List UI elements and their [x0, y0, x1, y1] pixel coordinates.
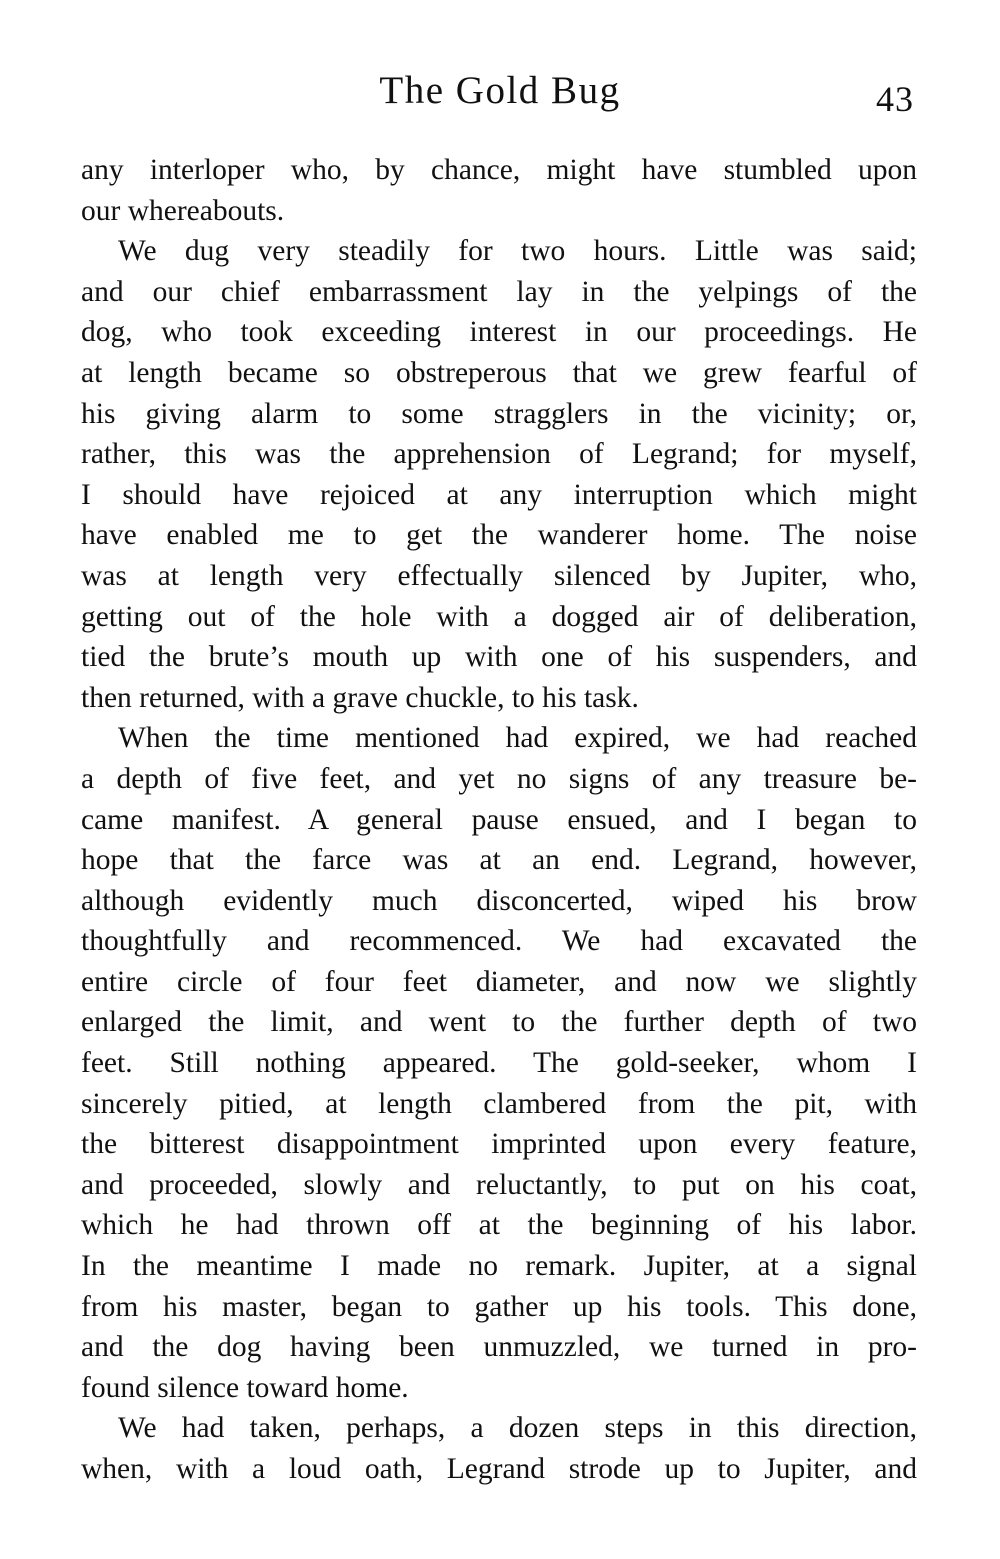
- text-line: a depth of five feet, and yet no signs of any treasure be-: [81, 762, 917, 795]
- running-head: [0, 64, 1000, 124]
- text-line: have enabled me to get the wanderer home. The noise: [81, 519, 917, 552]
- text-line: When the time mentioned had expired, we had reached: [118, 722, 917, 755]
- text-line: when, with a loud oath, Legrand strode up to Jupiter, and: [81, 1453, 917, 1485]
- text-line: sincerely pitied, at length clambered from the pit, with: [81, 1087, 917, 1120]
- text-line: our whereabouts.: [81, 194, 285, 227]
- text-line: getting out of the hole with a dogged air of deliberation,: [81, 600, 917, 633]
- text-line: tied the brute’s mouth up with one of his suspenders, and: [81, 641, 917, 674]
- text-line: thoughtfully and recommenced. We had excavated the: [81, 925, 917, 958]
- text-line: entire circle of four feet diameter, and now we slightly: [81, 965, 917, 998]
- running-title: The Gold Bug: [379, 69, 621, 112]
- text-line: the bitterest disappointment imprinted upon every feature,: [81, 1128, 917, 1161]
- text-line: although evidently much disconcerted, wiped his brow: [81, 884, 917, 917]
- body-text: [81, 150, 917, 1490]
- text-line: enlarged the limit, and went to the further depth of two: [81, 1006, 917, 1039]
- text-line: at length became so obstreperous that we grew fearful of: [81, 356, 917, 389]
- text-line: found silence toward home.: [81, 1371, 409, 1404]
- text-line: his giving alarm to some stragglers in the vicinity; or,: [81, 397, 917, 430]
- paragraph: [81, 150, 917, 231]
- text-line: and proceeded, slowly and reluctantly, to put on his coat,: [81, 1168, 917, 1201]
- text-line: from his master, began to gather up his tools. This done,: [81, 1290, 917, 1323]
- paragraph: [81, 718, 917, 1408]
- text-line: came manifest. A general pause ensued, and I began to: [81, 803, 917, 836]
- paragraph: [81, 231, 917, 718]
- text-line: We had taken, perhaps, a dozen steps in this direction,: [118, 1412, 917, 1445]
- text-line: and our chief embarrassment lay in the yelpings of the: [81, 275, 917, 308]
- text-line: dog, who took exceeding interest in our proceedings. He: [81, 316, 917, 349]
- text-line: In the meantime I made no remark. Jupiter, at a signal: [81, 1250, 917, 1283]
- text-line: I should have rejoiced at any interruption which might: [81, 478, 917, 511]
- text-line: any interloper who, by chance, might have stumbled upon: [81, 154, 917, 186]
- text-line: then returned, with a grave chuckle, to his task.: [81, 681, 639, 714]
- page-number: 43: [876, 79, 914, 119]
- text-line: feet. Still nothing appeared. The gold-seeker, whom I: [81, 1047, 917, 1080]
- paragraph: [81, 1408, 917, 1489]
- text-line: which he had thrown off at the beginning of his labor.: [81, 1209, 917, 1242]
- text-line: rather, this was the apprehension of Legrand; for myself,: [81, 438, 917, 471]
- text-line: hope that the farce was at an end. Legrand, however,: [81, 844, 917, 877]
- text-line: We dug very steadily for two hours. Little was said;: [118, 235, 917, 268]
- text-line: was at length very effectually silenced by Jupiter, who,: [81, 559, 917, 592]
- text-line: and the dog having been unmuzzled, we turned in pro-: [81, 1331, 917, 1364]
